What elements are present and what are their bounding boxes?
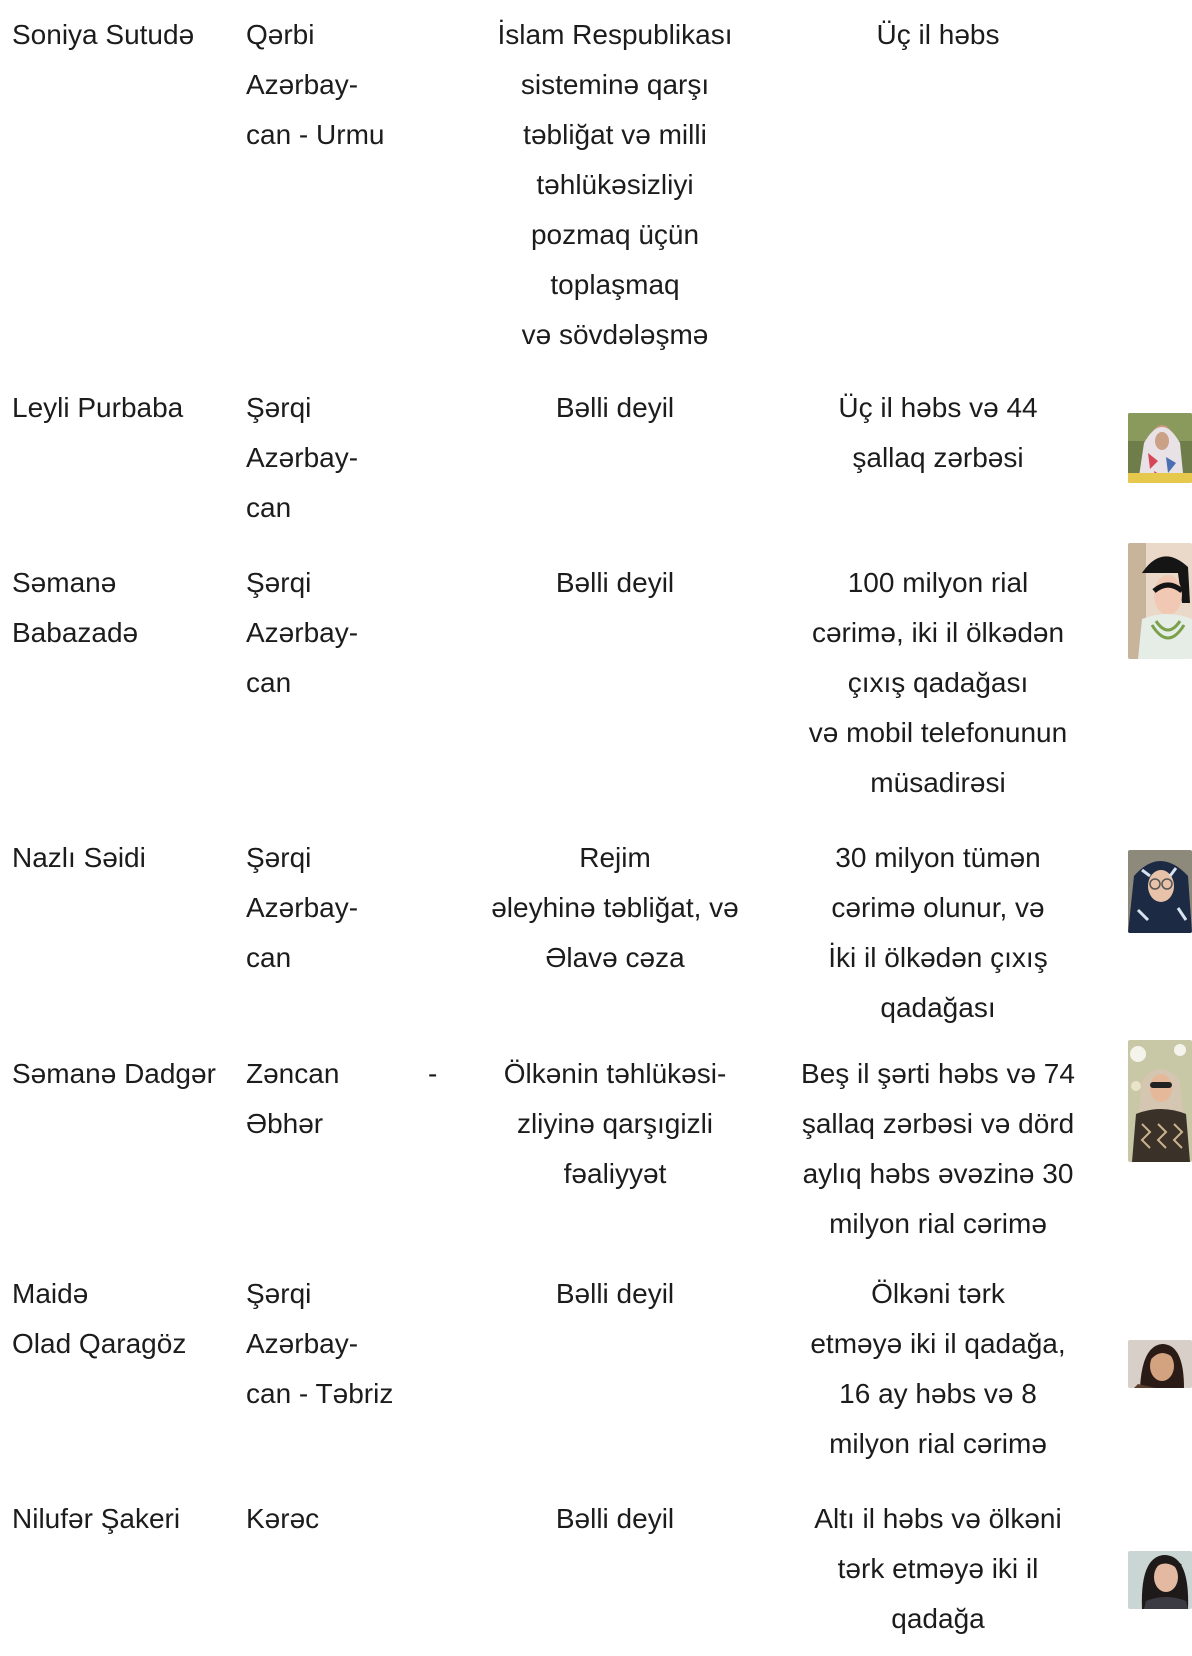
sentence-cell: Ölkəni tərk etməyə iki il qadağa, 16 ay həbs və 8 milyon rial cərimə [810,1278,1066,1459]
region-cell: Şərqi Azərbay- can [246,567,359,698]
region-cell: Kərəc [246,1503,320,1534]
sentence-cell: Beş il şərti həbs və 74 şallaq zərbəsi və dörd aylıq həbs əvəzinə 30 milyon rial cərimə [801,1058,1075,1239]
region-cell: Şərqi Azərbay- can [246,842,359,973]
region-cell: Şərqi Azərbay- can [246,392,359,523]
charge-cell: Bəlli deyil [555,567,675,598]
name-cell: Nilufər Şakeri [12,1503,181,1534]
charge-cell: Ölkənin təhlükəsi- zliyinə qarşıgizli fəaliyyət [503,1058,727,1189]
name-cell: Səmanə Babazadə [12,567,139,648]
sentence-cell: Altı il həbs və ölkəni tərk etməyə iki il qadağa [814,1503,1062,1634]
sentence-cell: Üç il həbs [876,19,1000,50]
region-separator: - [428,1058,438,1089]
name-cell: Səmanə Dadgər [12,1058,216,1089]
portrait-photo [1128,413,1192,483]
charge-cell: Bəlli deyil [555,392,675,423]
portrait-photo [1128,1340,1192,1388]
charge-cell: Bəlli deyil [555,1503,675,1534]
charge-cell: Bəlli deyil [555,1278,675,1309]
name-cell: Maidə Olad Qaragöz [12,1278,187,1359]
name-cell: Soniya Sutudə [12,19,195,50]
region-cell: Qərbi Azərbay- can - Urmu [246,19,385,150]
portrait-photo [1128,850,1192,933]
region-cell: Şərqi Azərbay- can - Təbriz [246,1278,394,1409]
charge-cell: İslam Respublikası sisteminə qarşı təbliğat və milli təhlükəsizliyi pozmaq üçün toplaşmaq və sövdələşmə [497,19,733,350]
portrait-photo [1128,543,1192,659]
region-cell: Zəncan Əbhər [246,1058,340,1139]
sentence-cell: 30 milyon tümən cərimə olunur, və İki il ölkədən çıxış qadağası [828,842,1048,1023]
portrait-photo [1128,1551,1192,1609]
name-cell: Nazlı Səidi [12,842,146,873]
sentence-cell: Üç il həbs və 44 şallaq zərbəsi [838,392,1038,473]
charge-cell: Rejim əleyhinə təbliğat, və Əlavə cəza [491,842,739,973]
portrait-photo [1128,1040,1192,1162]
name-cell: Leyli Purbaba [12,392,184,423]
sentence-cell: 100 milyon rial cərimə, iki il ölkədən çıxış qadağası və mobil telefonunun müsadirəsi [808,567,1068,798]
